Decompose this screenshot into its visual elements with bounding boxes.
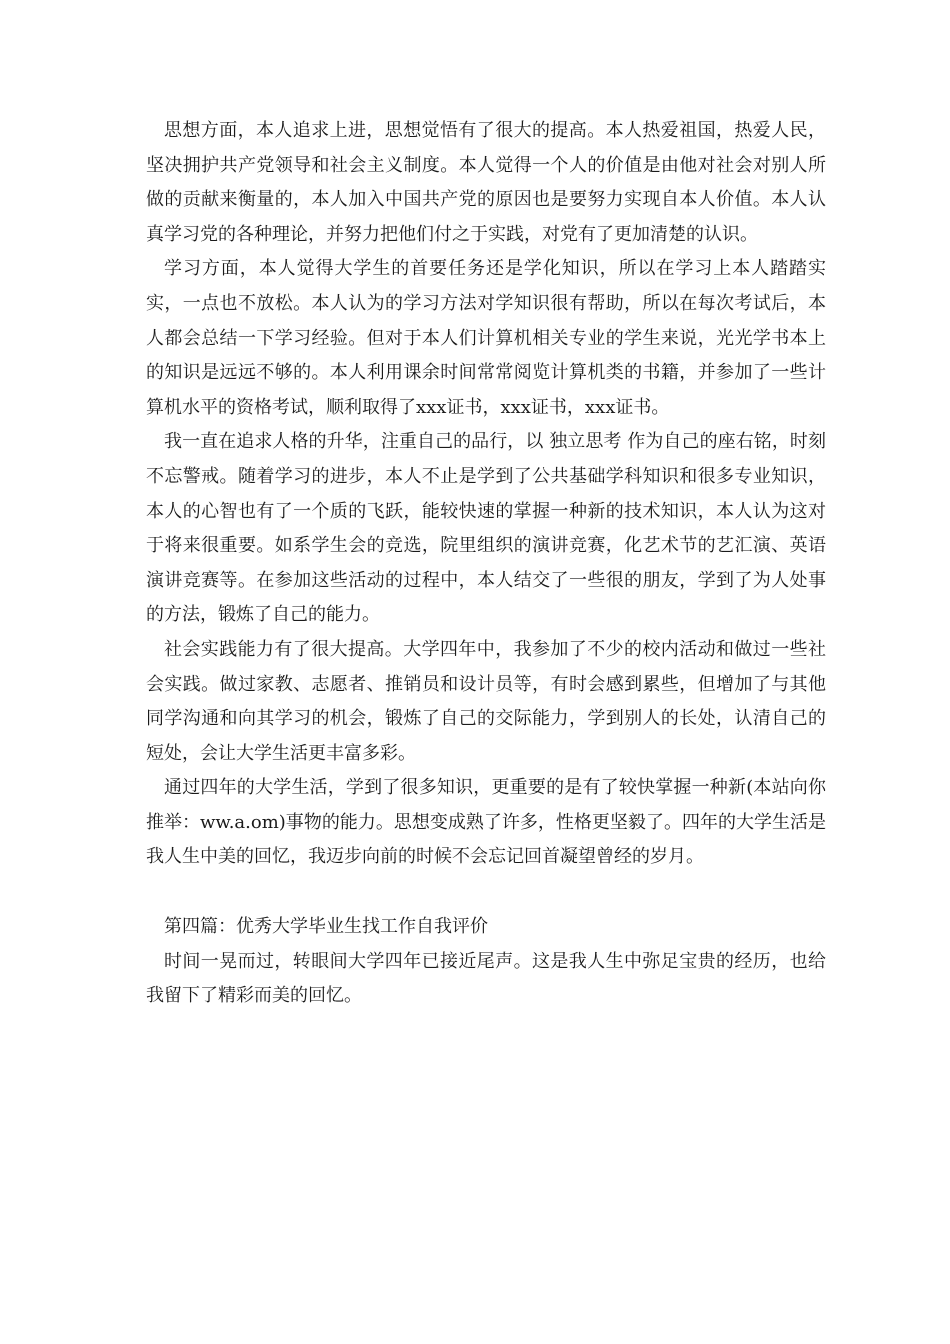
section-heading: 第四篇：优秀大学毕业生找工作自我评价 bbox=[164, 916, 488, 938]
paragraph-section-intro: 时间一晃而过，转眼间大学四年已接近尾声。这是我人生中弥足宝贵的经历，也给我留下了精彩而美的回忆。 bbox=[146, 950, 826, 1007]
document-body bbox=[146, 114, 826, 1014]
paragraph-ideology: 思想方面，本人追求上进，思想觉悟有了很大的提高。本人热爱祖国，热爱人民，坚决拥护共产党领导和社会主义制度。本人觉得一个人的价值是由他对社会对别人所做的贡献来衡量的，本人加入中国共产党的原因也是要努力实现自本人价值。本人认真学习党的各种理论，并努力把他们付之于实践，对党有了更加清楚的认识。 bbox=[146, 120, 826, 245]
paragraph-social-practice: 社会实践能力有了很大提高。大学四年中，我参加了不少的校内活动和做过一些社会实践。做过家教、志愿者、推销员和设计员等，有时会感到累些，但增加了与其他同学沟通和向其学习的机会，锻炼了自己的交际能力，学到别人的长处，认清自己的短处，会让大学生活更丰富多彩。 bbox=[146, 638, 826, 764]
paragraph-summary: 通过四年的大学生活，学到了很多知识，更重要的是有了较快掌握一种新(本站向你推举：ww.a.om)事物的能力。思想变成熟了许多，性格更坚毅了。四年的大学生活是我人生中美的回忆，我迈步向前的时候不会忘记回首凝望曾经的岁月。 bbox=[146, 777, 826, 868]
paragraph-character: 我一直在追求人格的升华，注重自己的品行，以 独立思考 作为自己的座右铭，时刻不忘警戒。随着学习的进步，本人不止是学到了公共基础学科知识和很多专业知识，本人的心智也有了一个质的飞跃，能较快速的掌握一种新的技术知识，本人认为这对于将来很重要。如系学生会的竞选，院里组织的演讲竞赛，化艺术节的艺汇演、英语演讲竞赛等。在参加这些活动的过程中，本人结交了一些很的朋友，学到了为人处事的方法，锻炼了自己的能力。 bbox=[146, 431, 826, 626]
paragraph-study: 学习方面，本人觉得大学生的首要任务还是学化知识，所以在学习上本人踏踏实实，一点也不放松。本人认为的学习方法对学知识很有帮助，所以在每次考试后，本人都会总结一下学习经验。但对于本人们计算机相关专业的学生来说，光光学书本上的知识是远远不够的。本人利用课余时间常常阅览计算机类的书籍，并参加了一些计算机水平的资格考试，顺利取得了xxx证书，xxx证书，xxx证书。 bbox=[146, 258, 826, 418]
